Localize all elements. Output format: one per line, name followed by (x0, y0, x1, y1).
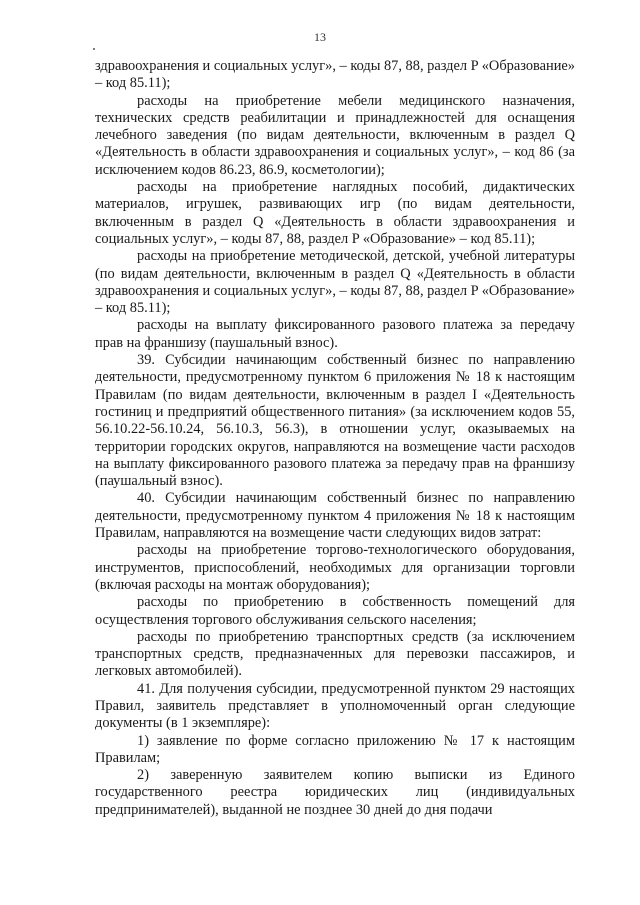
paragraph: 41. Для получения субсидии, предусмотренной пунктом 29 настоящих Правил, заявитель представляет в уполномоченный орган следующие документы (в 1 экземпляре): (95, 680, 575, 732)
scan-speck (93, 48, 95, 50)
page-number: 13 (314, 30, 326, 44)
paragraph: расходы по приобретению транспортных средств (за исключением транспортных средств, предназначенных для перевозки пассажиров, и легковых автомобилей). (95, 628, 575, 680)
paragraph: 2) заверенную заявителем копию выписки из Единого государственного реестра юридических лиц (индивидуальных предпринимателей), выданной не позднее 30 дней до дня подачи (95, 767, 575, 818)
paragraph: 40. Субсидии начинающим собственный бизнес по направлению деятельности, предусмотренному пунктом 4 приложения № 18 к настоящим Правилам, направляются на возмещение части следующих видов затрат: (95, 490, 575, 542)
paragraph: 1) заявление по форме согласно приложению № 17 к настоящим Правилам; (95, 732, 575, 766)
document-body (95, 58, 575, 819)
paragraph: расходы на приобретение наглядных пособий, дидактических материалов, игрушек, развивающих игр (по видам деятельности, включенным в раздел Q «Деятельность в области здравоохранения и социальных услуг», – коды 87, 88, раздел P «Образование» – код 85.11); (95, 179, 575, 247)
paragraph: расходы по приобретению в собственность помещений для осуществления торгового обслуживания сельского населения; (95, 594, 575, 628)
paragraph: расходы на приобретение торгово-технологического оборудования, инструментов, приспособлений, необходимых для организации торговли (включая расходы на монтаж оборудования); (95, 542, 575, 593)
paragraph: 39. Субсидии начинающим собственный бизнес по направлению деятельности, предусмотренному пунктом 6 приложения № 18 к настоящим Правилам (по видам деятельности, включенным в раздел I «Деятельность гостиниц и предприятий общественного питания» (за исключением кодов 55, 56.10.22-56.10.24, 56.10.3, 56.3), в отношении услуг, оказываемых на территории городских округов, направляются на возмещение части расходов на выплату фиксированного разового платежа за передачу прав на франшизу (паушальный взнос). (95, 352, 575, 490)
paragraph: расходы на приобретение мебели медицинского назначения, технических средств реабилитации и принадлежностей для оснащения лечебного заведения (по видам деятельности, включенным в раздел Q «Деятельность в области здравоохранения и социальных услуг», – код 86 (за исключением кодов 86.23, 86.9, косметологии); (95, 92, 575, 178)
paragraph: расходы на приобретение методической, детской, учебной литературы (по видам деятельности, включенным в раздел Q «Деятельность в области здравоохранения и социальных услуг», – коды 87, 88, раздел P «Образование» – код 85.11); (95, 248, 575, 317)
paragraph: расходы на выплату фиксированного разового платежа за передачу прав на франшизу (паушальный взнос). (95, 317, 575, 351)
paragraph: здравоохранения и социальных услуг», – коды 87, 88, раздел P «Образование» – код 85.11); (95, 58, 575, 92)
